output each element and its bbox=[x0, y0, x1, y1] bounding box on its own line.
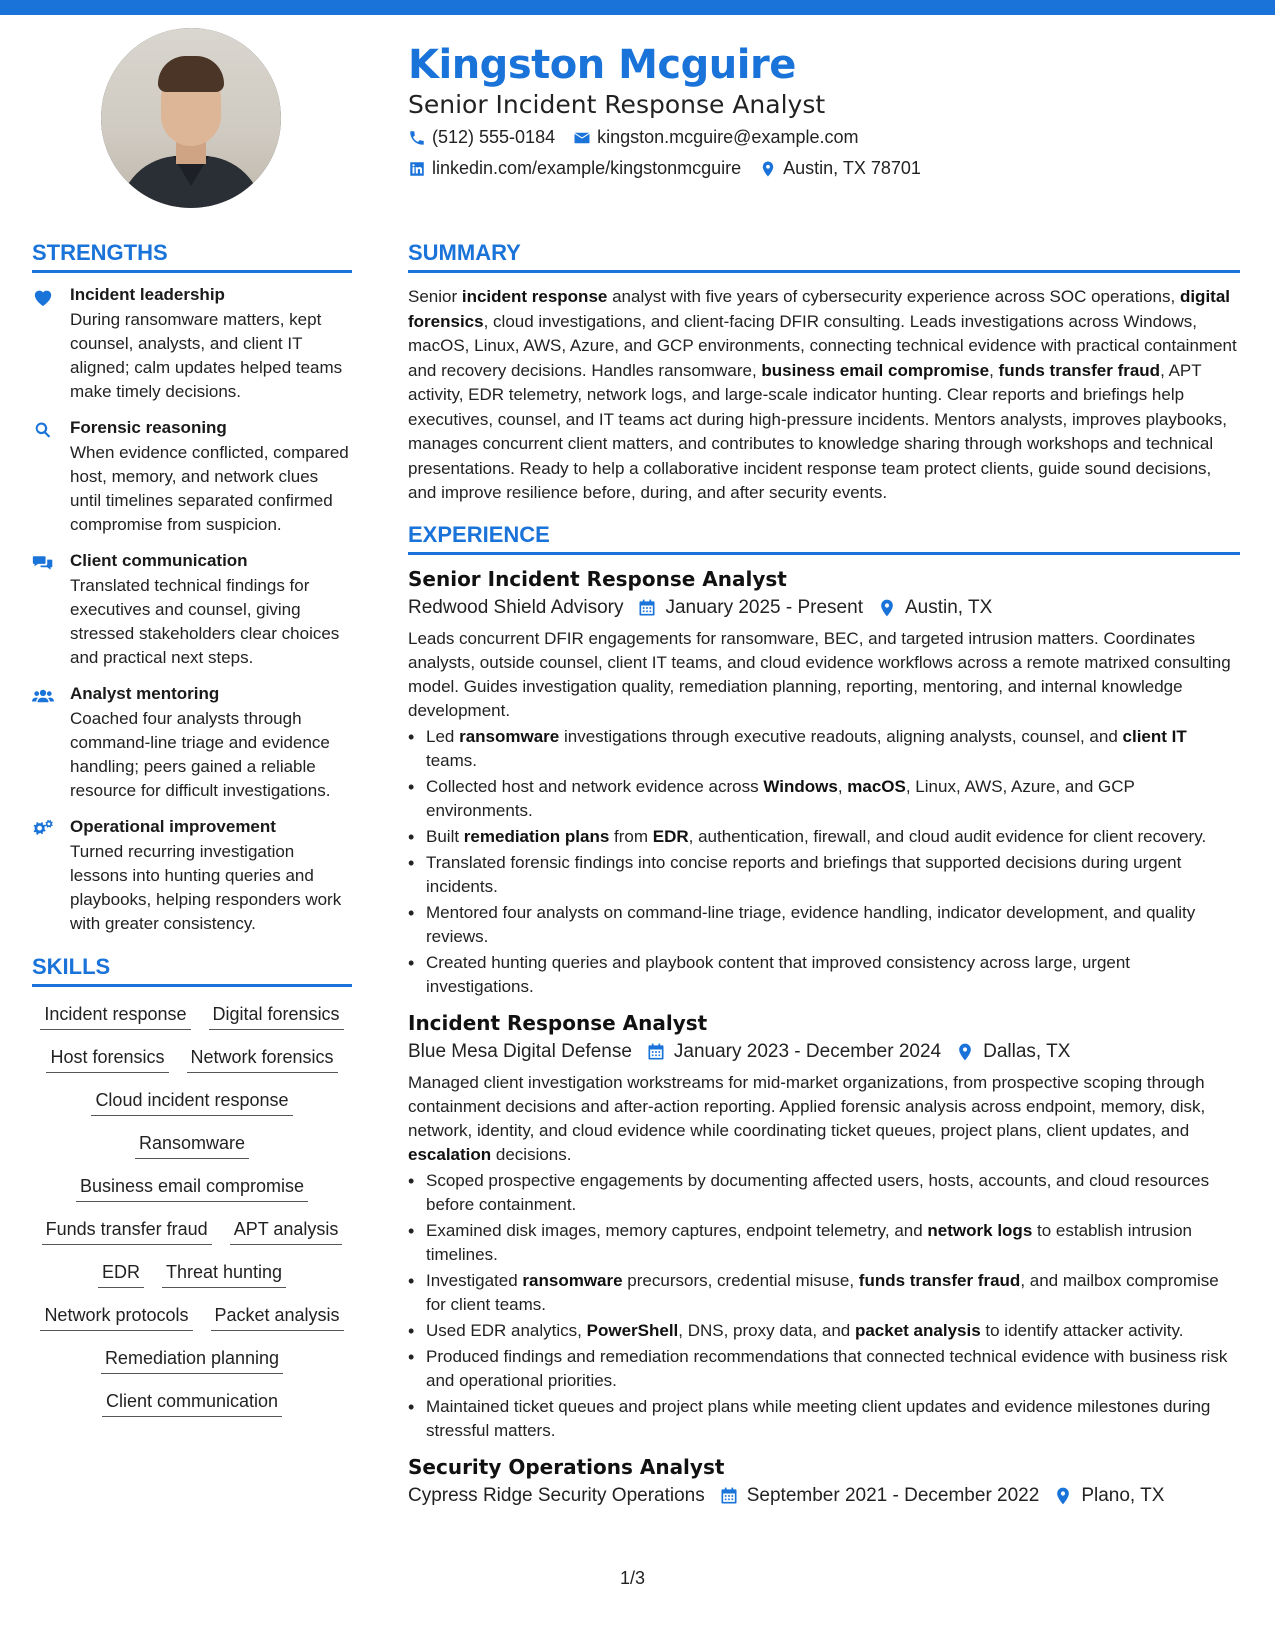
skill-tag: Cloud incident response bbox=[91, 1087, 292, 1116]
job-title: Senior Incident Response Analyst bbox=[408, 566, 787, 591]
job-description: Leads concurrent DFIR engagements for ransomware, BEC, and targeted intrusion matters. Coordinates analysts, outside counsel, client IT teams, and cloud evidence workflows across a remote matrixed consulting model. Guides investigation quality, remediation planning, reporting, mentoring, and internal knowledge development. bbox=[408, 628, 1231, 720]
skill-tag: Client communication bbox=[102, 1388, 282, 1417]
skill-tag: Remediation planning bbox=[101, 1345, 283, 1374]
job-meta bbox=[408, 597, 1240, 619]
job-bullet: • Examined disk images, memory captures, endpoint telemetry, and network logs to establish intrusion timelines. bbox=[408, 1219, 1240, 1267]
job-meta bbox=[408, 1485, 1240, 1507]
job-title: Security Operations Analyst bbox=[408, 1454, 725, 1479]
job-dates-text: September 2021 - December 2022 bbox=[746, 1484, 1040, 1506]
strength-text: Translated technical findings for executives and counsel, giving stressed stakeholders clear choices and practical next steps. bbox=[70, 576, 340, 667]
skill-tag: Host forensics bbox=[46, 1044, 168, 1073]
top-accent-bar bbox=[0, 0, 1275, 15]
strength-text: Turned recurring investigation lessons into hunting queries and playbooks, helping responders work with greater consistency. bbox=[70, 842, 342, 933]
strength-title: Forensic reasoning bbox=[70, 418, 227, 437]
job-dates bbox=[719, 1485, 1040, 1507]
job-bullet: • Translated forensic findings into concise reports and briefings that supported decisions during urgent incidents. bbox=[408, 851, 1240, 899]
linkedin[interactable] bbox=[408, 158, 741, 179]
job-bullet: • Mentored four analysts on command-line triage, evidence handling, indicator development, and quality reviews. bbox=[408, 901, 1240, 949]
left-column bbox=[32, 240, 352, 1417]
resume-header bbox=[408, 42, 921, 179]
linkedin-text: linkedin.com/example/kingstonmcguire bbox=[432, 158, 742, 178]
experience-list bbox=[408, 567, 1240, 1507]
job-dates-text: January 2025 - Present bbox=[665, 596, 863, 618]
contact-row-2 bbox=[408, 158, 921, 179]
strength-title: Operational improvement bbox=[70, 817, 276, 836]
skill-tag: Threat hunting bbox=[162, 1259, 286, 1288]
calendar-icon bbox=[637, 598, 657, 618]
skill-tag: Incident response bbox=[40, 1001, 190, 1030]
envelope-icon bbox=[573, 129, 591, 147]
location-text: Austin, TX 78701 bbox=[783, 158, 921, 178]
calendar-icon bbox=[719, 1486, 739, 1506]
job-location bbox=[877, 597, 992, 619]
skill-tag: Packet analysis bbox=[211, 1302, 344, 1331]
job-bullets bbox=[408, 725, 1240, 999]
skill-tag: Network forensics bbox=[187, 1044, 338, 1073]
strength-title: Analyst mentoring bbox=[70, 684, 220, 703]
job-company: Cypress Ridge Security Operations bbox=[408, 1484, 705, 1506]
job-bullet: • Led ransomware investigations through executive readouts, aligning analysts, counsel, and client IT teams. bbox=[408, 725, 1240, 773]
skill-tag: Business email compromise bbox=[76, 1173, 308, 1202]
strength-item bbox=[32, 817, 352, 936]
strength-title: Client communication bbox=[70, 551, 248, 570]
job-entry bbox=[408, 1455, 1240, 1507]
location bbox=[759, 158, 921, 179]
summary-text: Senior incident response analyst with five years of cybersecurity experience across SOC operations, digital forensics, cloud investigations, and client-facing DFIR consulting. Leads investigations across Windows, macOS, Linux, AWS, Azure, and GCP environments, connecting technical evidence with practical containment and recovery decisions. Handles ransomware, business email compromise, funds transfer fraud, APT activity, EDR telemetry, network logs, and large-scale indicator hunting. Clear reports and briefings help executives, counsel, and IT teams act during high-pressure incidents. Mentors analysts, improves playbooks, manages concurrent client matters, and contributes to knowledge sharing through workshops and technical presentations. Ready to help a collaborative incident response team protect clients, guide sound decisions, and improve resilience before, during, and after security events. bbox=[408, 287, 1237, 502]
page-number: 1/3 bbox=[620, 1568, 646, 1588]
strengths-list bbox=[32, 285, 352, 936]
phone-icon bbox=[408, 129, 426, 147]
job-bullet: • Scoped prospective engagements by documenting affected users, hosts, accounts, and cloud resources before containment. bbox=[408, 1169, 1240, 1217]
map-pin-icon bbox=[1053, 1486, 1073, 1506]
email[interactable] bbox=[573, 127, 858, 148]
job-entry bbox=[408, 567, 1240, 999]
skill-tag: Ransomware bbox=[135, 1130, 249, 1159]
phone bbox=[408, 127, 555, 148]
profile-photo bbox=[101, 28, 281, 208]
strength-title: Incident leadership bbox=[70, 285, 225, 304]
map-pin-icon bbox=[955, 1042, 975, 1062]
job-company: Blue Mesa Digital Defense bbox=[408, 1040, 632, 1062]
strength-text: Coached four analysts through command-line triage and evidence handling; peers gained a reliable resource for difficult investigations. bbox=[70, 709, 331, 800]
email-text: kingston.mcguire@example.com bbox=[597, 127, 859, 147]
job-bullet: • Collected host and network evidence across Windows, macOS, Linux, AWS, Azure, and GCP environments. bbox=[408, 775, 1240, 823]
map-pin-icon bbox=[877, 598, 897, 618]
job-entry bbox=[408, 1011, 1240, 1443]
phone-text: (512) 555-0184 bbox=[432, 127, 556, 147]
skill-tag: Funds transfer fraud bbox=[42, 1216, 212, 1245]
job-bullet: • Maintained ticket queues and project plans while meeting client updates and evidence milestones during stressful matters. bbox=[408, 1395, 1240, 1443]
users-icon bbox=[32, 684, 56, 803]
strength-text: When evidence conflicted, compared host, memory, and network clues until timelines separated confirmed compromise from suspicion. bbox=[70, 443, 349, 534]
job-dates-text: January 2023 - December 2024 bbox=[673, 1040, 942, 1062]
gears-icon bbox=[32, 817, 56, 936]
job-dates bbox=[646, 1041, 941, 1063]
job-bullet: • Produced findings and remediation recommendations that connected technical evidence with business risk and operational priorities. bbox=[408, 1345, 1240, 1393]
heart-icon bbox=[32, 285, 56, 404]
skills-heading: SKILLS bbox=[32, 954, 352, 987]
job-bullet: • Created hunting queries and playbook content that improved consistency across large, urgent investigations. bbox=[408, 951, 1240, 999]
summary-heading: SUMMARY bbox=[408, 240, 1240, 273]
job-location-text: Austin, TX bbox=[904, 596, 993, 618]
strength-text: During ransomware matters, kept counsel, analysts, and client IT aligned; calm updates helped teams make timely decisions. bbox=[70, 310, 343, 401]
linkedin-icon bbox=[408, 160, 426, 178]
right-column bbox=[408, 240, 1240, 1519]
skill-tag: EDR bbox=[98, 1259, 144, 1288]
candidate-name: Kingston Mcguire bbox=[408, 42, 796, 88]
job-dates bbox=[637, 597, 863, 619]
strength-item bbox=[32, 418, 352, 537]
job-bullet: • Investigated ransomware precursors, credential misuse, funds transfer fraud, and mailbox compromise for client teams. bbox=[408, 1269, 1240, 1317]
job-location-text: Plano, TX bbox=[1081, 1484, 1165, 1506]
job-bullets bbox=[408, 1169, 1240, 1443]
map-pin-icon bbox=[759, 160, 777, 178]
candidate-title: Senior Incident Response Analyst bbox=[408, 90, 826, 119]
experience-heading: EXPERIENCE bbox=[408, 522, 1240, 555]
skill-tag: Digital forensics bbox=[209, 1001, 344, 1030]
job-title: Incident Response Analyst bbox=[408, 1010, 708, 1035]
job-bullet: • Used EDR analytics, PowerShell, DNS, proxy data, and packet analysis to identify attacker activity. bbox=[408, 1319, 1240, 1343]
calendar-icon bbox=[646, 1042, 666, 1062]
strength-item bbox=[32, 285, 352, 404]
job-description: Managed client investigation workstreams for mid-market organizations, from prospective scoping through containment decisions and after-action reporting. Applied forensic analysis across endpoint, memory, disk, network, identity, and cloud evidence while coordinating ticket queues, project plans, client updates, and escalation decisions. bbox=[408, 1072, 1206, 1164]
job-company: Redwood Shield Advisory bbox=[408, 596, 624, 618]
job-meta bbox=[408, 1041, 1240, 1063]
strength-item bbox=[32, 684, 352, 803]
strength-item bbox=[32, 551, 352, 670]
job-location-text: Dallas, TX bbox=[983, 1040, 1071, 1062]
contact-row-1 bbox=[408, 127, 921, 148]
skill-tag: APT analysis bbox=[230, 1216, 343, 1245]
comments-icon bbox=[32, 551, 56, 670]
job-bullet: • Built remediation plans from EDR, authentication, firewall, and cloud audit evidence for client recovery. bbox=[408, 825, 1240, 849]
search-icon bbox=[32, 418, 56, 537]
skills-list bbox=[32, 999, 352, 1417]
job-location bbox=[955, 1041, 1070, 1063]
job-location bbox=[1053, 1485, 1164, 1507]
skill-tag: Network protocols bbox=[40, 1302, 192, 1331]
strengths-heading: STRENGTHS bbox=[32, 240, 352, 273]
